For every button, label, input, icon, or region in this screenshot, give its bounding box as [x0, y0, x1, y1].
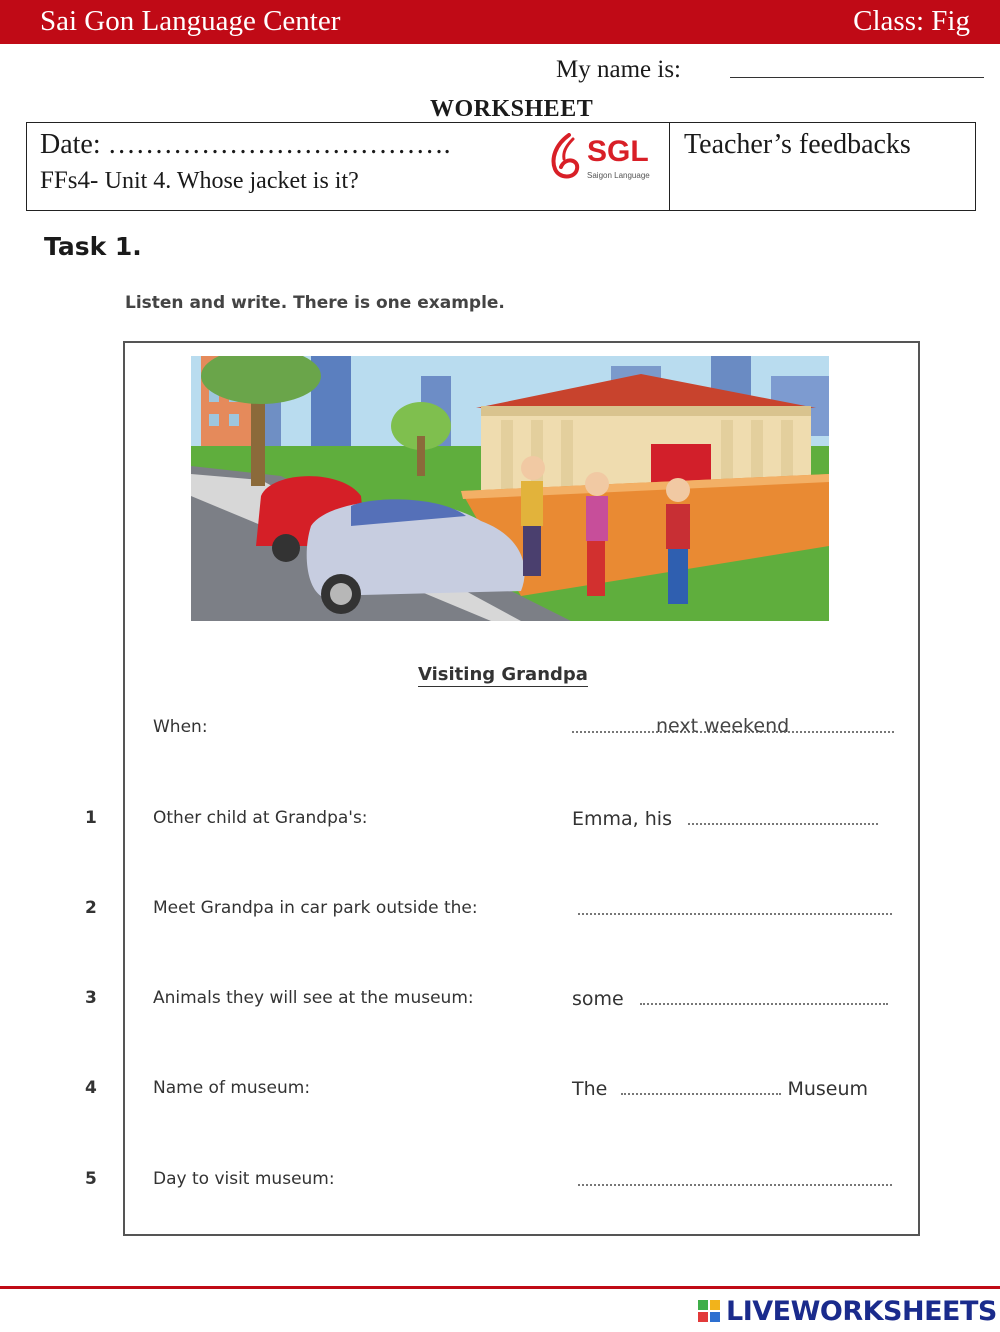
task-title: Task 1. [44, 232, 142, 261]
answer-area [572, 988, 894, 1010]
form-title: Visiting Grandpa [418, 664, 588, 685]
header-bar [0, 0, 1000, 44]
sgl-logo-icon [547, 133, 585, 183]
question-number: 2 [85, 898, 97, 918]
answer-prefix: some [572, 988, 624, 1010]
answer-area [572, 1078, 894, 1100]
name-label: My name is: [556, 56, 681, 83]
liveworksheets-logo-icon [698, 1300, 722, 1324]
question-label: Name of museum: [153, 1078, 311, 1098]
footer-divider [0, 1286, 1000, 1289]
center-name: Sai Gon Language Center [40, 5, 341, 37]
scene-svg [191, 356, 829, 621]
unit-name: Unit 4. Whose jacket is it? [104, 168, 359, 194]
answer-area [572, 808, 894, 830]
question-row-5 [0, 1169, 1000, 1201]
answer-area [572, 898, 894, 920]
answer-input-5[interactable] [578, 1170, 892, 1186]
question-row-2 [0, 898, 1000, 930]
answer-input-3[interactable] [640, 989, 888, 1005]
unit-code: FFs4- [40, 167, 105, 194]
question-number: 1 [85, 808, 97, 828]
question-label: Animals they will see at the museum: [153, 988, 474, 1008]
liveworksheets-logo[interactable]: LIVEWORKSHEETS [726, 1296, 997, 1327]
answer-input-4[interactable] [621, 1079, 781, 1095]
question-number: 5 [85, 1169, 97, 1189]
info-box [26, 122, 976, 211]
sgl-logo [547, 131, 657, 187]
example-answer: next weekend [656, 715, 790, 737]
answer-prefix: Emma, his [572, 808, 672, 830]
teacher-feedback-label: Teacher’s feedbacks [684, 129, 911, 160]
question-number: 3 [85, 988, 97, 1008]
unit-title [40, 167, 359, 195]
example-label: When: [153, 717, 208, 737]
info-divider [669, 123, 670, 210]
sgl-logo-subtext: Saigon Language [587, 171, 650, 180]
answer-input-2[interactable] [578, 899, 892, 915]
answer-input-1[interactable] [688, 809, 878, 825]
answer-area [572, 1169, 894, 1191]
example-row [0, 717, 1000, 749]
question-label: Other child at Grandpa's: [153, 808, 368, 828]
sgl-logo-text: SGL [587, 135, 649, 168]
answer-suffix: Museum [787, 1078, 869, 1100]
worksheet-title: WORKSHEET [430, 96, 594, 122]
task-instruction: Listen and write. There is one example. [125, 293, 505, 313]
question-number: 4 [85, 1078, 97, 1098]
class-label: Class: Fig [853, 5, 970, 37]
question-row-1 [0, 808, 1000, 840]
question-row-3 [0, 988, 1000, 1020]
date-field: Date: ………………………………. [40, 129, 451, 160]
answer-prefix: The [572, 1078, 608, 1100]
question-label: Day to visit museum: [153, 1169, 335, 1189]
question-label: Meet Grandpa in car park outside the: [153, 898, 478, 918]
name-input-line[interactable] [730, 77, 984, 78]
question-row-4 [0, 1078, 1000, 1110]
scene-illustration [191, 356, 829, 621]
